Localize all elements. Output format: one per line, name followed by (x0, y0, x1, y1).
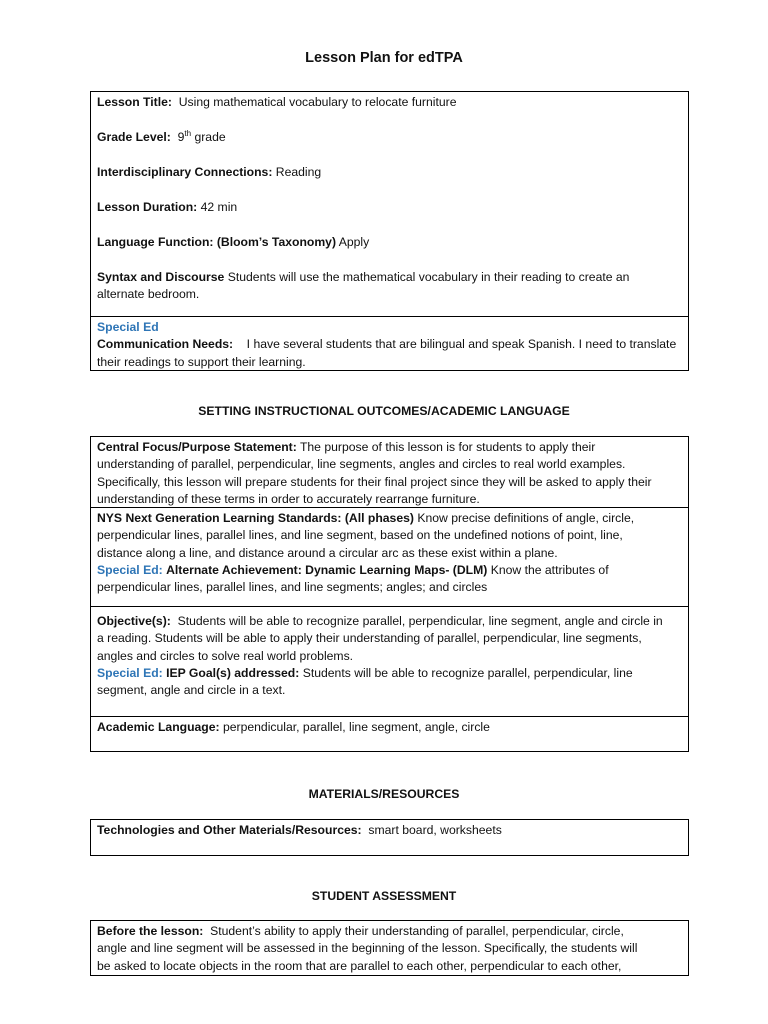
standards-cell (91, 508, 688, 607)
communication-needs-label: Communication Needs: (97, 337, 234, 352)
before-lesson-label: Before the lesson: (97, 924, 204, 938)
lesson-title-value: Using mathematical vocabulary to relocate furniture (178, 95, 457, 109)
objectives-cell (91, 607, 688, 717)
language-function-row (97, 234, 682, 251)
outcomes-table (90, 436, 689, 752)
iep-goals-line2: segment, angle and circle in a text. (97, 683, 286, 698)
central-focus-line2: understanding of parallel, perpendicular, line segments, angles and circles to real world examples. (97, 457, 626, 472)
special-ed-communication-cell (91, 317, 688, 370)
materials-label: Technologies and Other Materials/Resources: (97, 823, 362, 837)
syntax-discourse-line2: alternate bedroom. (97, 287, 200, 302)
duration-value: 42 min (200, 199, 238, 214)
objectives-line2: a reading. Students will be able to apply their understanding of parallel, perpendicular, line segments, (97, 631, 642, 646)
standards-sped-line1: Know the attributes of (490, 562, 609, 577)
central-focus-line3: Specifically, this lesson will prepare students for their final project since they will be asked to apply their (97, 474, 652, 489)
standards-line2: perpendicular lines, parallel lines, and line segment, based on the undefined notions of point, line, (97, 528, 623, 543)
interdisciplinary-label: Interdisciplinary Connections: (97, 164, 273, 179)
assessment-table (90, 920, 689, 976)
central-focus-line1: The purpose of this lesson is for students to apply their (299, 440, 596, 454)
iep-goals-line1: Students will be able to recognize parallel, perpendicular, line (302, 665, 633, 680)
standards-line3: distance along a line, and distance around a circular arc as these exist within a plane. (97, 545, 558, 560)
document-title: Lesson Plan for edTPA (305, 50, 463, 66)
before-lesson-line1: Student’s ability to apply their understanding of parallel, perpendicular, circle, (210, 924, 624, 938)
grade-level-suffix: th (184, 128, 192, 138)
communication-needs-line2: their readings to support their learning. (97, 354, 306, 369)
special-ed-heading: Special Ed (97, 320, 159, 334)
objectives-line3: angles and circles to solve real world problems. (97, 648, 354, 663)
iep-goals-label: IEP Goal(s) addressed: (166, 665, 300, 680)
communication-needs-line1: I have several students that are bilingual and speak Spanish. I need to translate (246, 337, 677, 352)
standards-label: NYS Next Generation Learning Standards: (All phases) (97, 511, 414, 525)
section-heading-assessment: STUDENT ASSESSMENT (311, 889, 457, 903)
materials-value: smart board, worksheets (368, 823, 502, 837)
interdisciplinary-value: Reading (275, 164, 322, 179)
syntax-discourse-line1: Students will use the mathematical vocabulary in their reading to create an (227, 269, 630, 284)
materials-table (90, 819, 689, 856)
language-function-label: Language Function: (Bloom’s Taxonomy) (97, 234, 337, 249)
syntax-discourse-label: Syntax and Discourse (97, 269, 225, 284)
assessment-cell (91, 921, 688, 975)
academic-language-label: Academic Language: (97, 720, 220, 734)
standards-line1: Know precise definitions of angle, circle, (417, 511, 635, 525)
objectives-sped-heading: Special Ed: (97, 665, 163, 680)
grade-level-value: 9 (177, 129, 185, 144)
grade-level-label: Grade Level: (97, 129, 171, 144)
grade-level-row (97, 129, 682, 146)
academic-language-value: perpendicular, parallel, line segment, angle, circle (222, 720, 490, 734)
standards-sped-label: Alternate Achievement: Dynamic Learning Maps- (DLM) (166, 562, 488, 577)
grade-level-word: grade (194, 129, 226, 144)
language-function-value: Apply (338, 234, 370, 249)
standards-sped-line2: perpendicular lines, parallel lines, and line segments; angles; and circles (97, 580, 488, 595)
lesson-title-label: Lesson Title: (97, 95, 172, 109)
lesson-title-row (97, 94, 682, 111)
central-focus-label: Central Focus/Purpose Statement: (97, 440, 297, 454)
lesson-info-cell (91, 92, 688, 317)
before-lesson-line3: be asked to locate objects in the room that are parallel to each other, perpendicular to each other, (97, 958, 622, 973)
central-focus-line4: understanding of these terms in order to accurately rearrange furniture. (97, 491, 480, 506)
section-heading-outcomes: SETTING INSTRUCTIONAL OUTCOMES/ACADEMIC LANGUAGE (198, 404, 570, 418)
central-focus-cell (91, 437, 688, 508)
syntax-discourse-row (97, 269, 682, 304)
duration-row (97, 199, 682, 216)
materials-cell (91, 820, 688, 855)
before-lesson-line2: angle and line segment will be assessed in the beginning of the lesson. Specifically, the students will (97, 941, 638, 956)
objectives-line1: Students will be able to recognize parallel, perpendicular, line segment, angle and circle in (177, 614, 663, 628)
interdisciplinary-row (97, 164, 682, 181)
section-heading-materials: MATERIALS/RESOURCES (308, 787, 460, 801)
standards-sped-heading: Special Ed: (97, 562, 163, 577)
duration-label: Lesson Duration: (97, 199, 198, 214)
lesson-info-table (90, 91, 689, 371)
objectives-label: Objective(s): (97, 614, 171, 628)
academic-language-cell (91, 717, 688, 751)
